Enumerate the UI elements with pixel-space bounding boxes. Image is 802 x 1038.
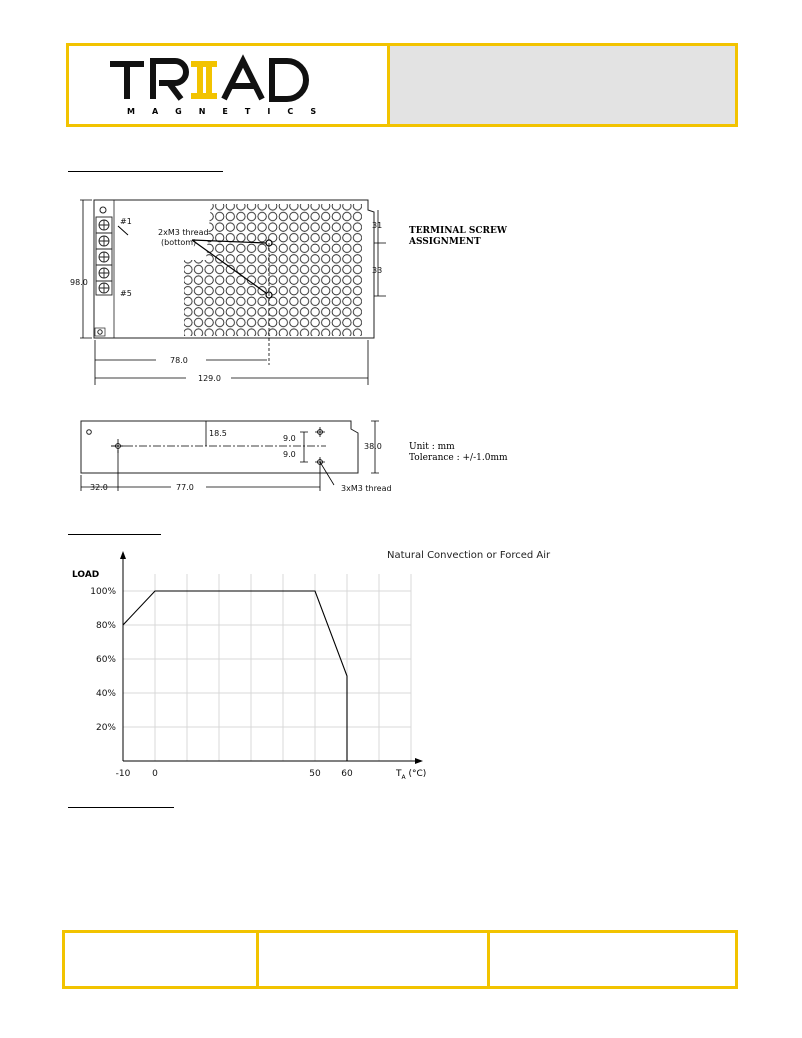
pin1-label: #1 (120, 217, 132, 226)
dim-33: 33 (372, 266, 383, 275)
dim-129: 129.0 (198, 374, 221, 383)
dim-77: 77.0 (176, 483, 194, 492)
tolerance-text: Tolerance : +/-1.0mm (409, 453, 508, 463)
dim-38: 38.0 (364, 442, 382, 451)
x-tick-label-0: -10 (115, 769, 131, 779)
y-tick-label-4: 100% (90, 587, 116, 597)
derating-chart (66, 545, 436, 785)
pin5-label: #5 (120, 289, 132, 298)
thread-3-label: 3xM3 thread (341, 484, 392, 493)
footer-box-right (487, 930, 738, 989)
header-right-box (387, 43, 738, 127)
section-underline-dimensions (68, 171, 223, 172)
y-tick-label-0: 20% (95, 723, 116, 733)
dim-32: 32.0 (90, 483, 108, 492)
unit-tolerance-note (409, 442, 508, 464)
terminal-screw-note (409, 226, 507, 248)
side-view-drawing (66, 415, 406, 497)
logo-subtitle-text: MAGNETICS (127, 107, 334, 116)
unit-text: Unit : mm (409, 442, 455, 452)
dim-18-5: 18.5 (209, 429, 227, 438)
footer-box-left (62, 930, 259, 989)
x-tick-label-3: 60 (341, 769, 353, 779)
dim-78: 78.0 (170, 356, 188, 365)
logo-subtitle (127, 107, 342, 116)
derating-line-0 (123, 591, 347, 761)
xlabel-a: A (401, 773, 406, 781)
chart-ylabel: LOAD (72, 570, 100, 580)
header-logo-box (66, 43, 390, 127)
chart-title: Natural Convection or Forced Air (387, 550, 551, 561)
chart-xlabel (396, 769, 426, 781)
y-tick-label-3: 80% (95, 621, 116, 631)
dim-9-a: 9.0 (283, 434, 296, 443)
terminal-line-2: ASSIGNMENT (409, 237, 481, 247)
section-underline-derating (68, 534, 161, 535)
dim-height-98: 98.0 (70, 278, 88, 287)
x-tick-label-1: 0 (152, 769, 158, 779)
x-tick-label-2: 50 (309, 769, 321, 779)
y-tick-label-2: 60% (95, 655, 116, 665)
dim-9-b: 9.0 (283, 450, 296, 459)
footer-box-middle (256, 930, 490, 989)
y-axis-arrow (120, 551, 126, 559)
terminal-line-1: TERMINAL SCREW (409, 226, 507, 236)
top-view-drawing (66, 190, 406, 395)
xlabel-t: T (396, 769, 402, 779)
x-axis-arrow (415, 758, 423, 764)
xlabel-unit: (°C) (405, 769, 427, 779)
section-underline-third (68, 807, 174, 808)
thread-label-1: 2xM3 thread (158, 228, 209, 237)
dim-31: 31 (372, 221, 383, 230)
thread-label-2: (bottom) (161, 238, 197, 247)
y-tick-label-1: 40% (95, 689, 116, 699)
